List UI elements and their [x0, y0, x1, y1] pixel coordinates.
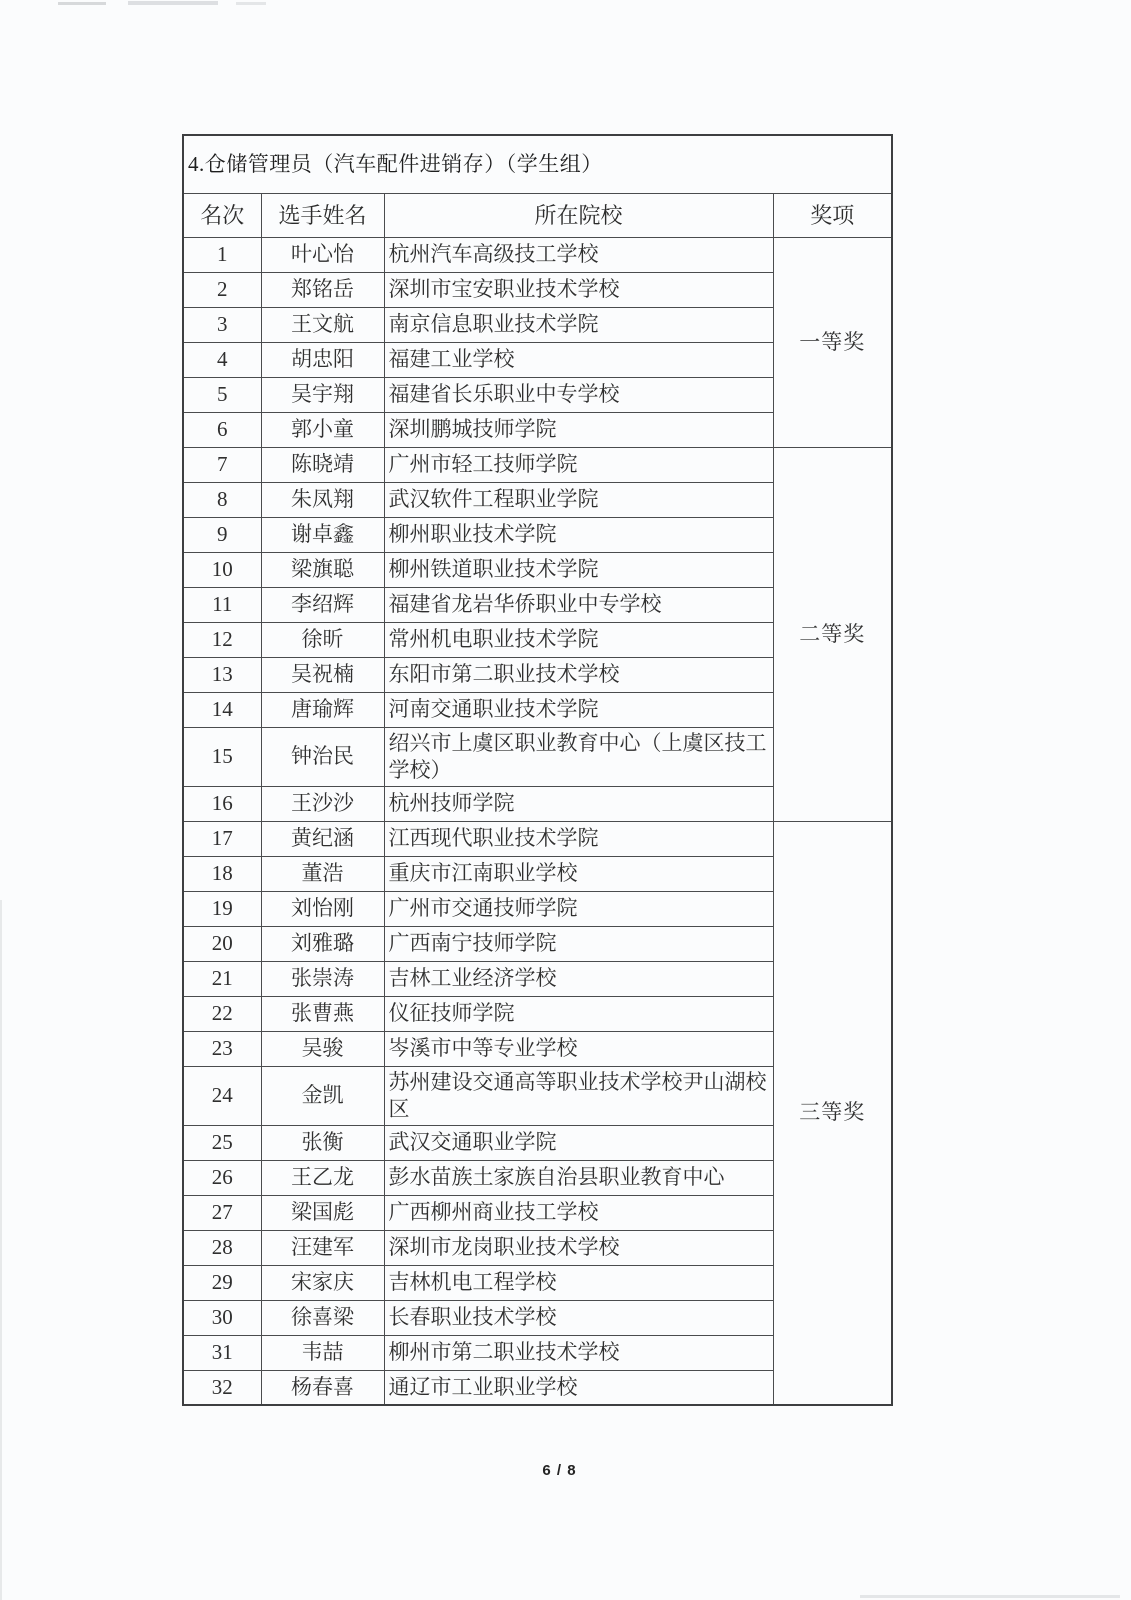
table-row — [183, 447, 892, 482]
school-cell: 河南交通职业技术学院 — [384, 692, 773, 727]
rank-cell: 30 — [183, 1300, 261, 1335]
rank-cell: 24 — [183, 1066, 261, 1125]
name-cell: 吴宇翔 — [261, 377, 384, 412]
name-cell: 张衡 — [261, 1125, 384, 1160]
name-cell: 王沙沙 — [261, 786, 384, 821]
rank-cell: 7 — [183, 447, 261, 482]
school-cell: 武汉交通职业学院 — [384, 1125, 773, 1160]
name-cell: 叶心怡 — [261, 237, 384, 272]
school-cell: 仪征技师学院 — [384, 996, 773, 1031]
school-cell: 通辽市工业职业学校 — [384, 1370, 773, 1405]
rank-cell: 21 — [183, 961, 261, 996]
school-cell: 广西柳州商业技工学校 — [384, 1195, 773, 1230]
rank-cell: 5 — [183, 377, 261, 412]
rank-cell: 16 — [183, 786, 261, 821]
school-cell: 广州市轻工技师学院 — [384, 447, 773, 482]
school-cell: 杭州汽车高级技工学校 — [384, 237, 773, 272]
name-cell: 陈晓靖 — [261, 447, 384, 482]
school-cell: 南京信息职业技术学院 — [384, 307, 773, 342]
name-cell: 董浩 — [261, 856, 384, 891]
name-cell: 朱凤翔 — [261, 482, 384, 517]
name-cell: 宋家庆 — [261, 1265, 384, 1300]
rank-cell: 20 — [183, 926, 261, 961]
rank-cell: 11 — [183, 587, 261, 622]
results-table — [182, 134, 893, 1406]
scan-artifact — [0, 900, 2, 1600]
rank-cell: 8 — [183, 482, 261, 517]
school-cell: 彭水苗族土家族自治县职业教育中心 — [384, 1160, 773, 1195]
scan-artifact — [58, 2, 106, 5]
scan-artifact — [128, 1, 218, 5]
name-cell: 王文航 — [261, 307, 384, 342]
name-cell: 郭小童 — [261, 412, 384, 447]
school-cell: 东阳市第二职业技术学校 — [384, 657, 773, 692]
name-cell: 钟治民 — [261, 727, 384, 786]
school-cell: 广州市交通技师学院 — [384, 891, 773, 926]
school-cell: 福建工业学校 — [384, 342, 773, 377]
name-cell: 杨春喜 — [261, 1370, 384, 1405]
school-cell: 福建省龙岩华侨职业中专学校 — [384, 587, 773, 622]
school-cell: 岑溪市中等专业学校 — [384, 1031, 773, 1066]
rank-cell: 23 — [183, 1031, 261, 1066]
table-title-row — [183, 135, 892, 193]
school-cell: 深圳市龙岗职业技术学校 — [384, 1230, 773, 1265]
rank-cell: 28 — [183, 1230, 261, 1265]
rank-cell: 10 — [183, 552, 261, 587]
column-header-rank: 名次 — [183, 193, 261, 237]
rank-cell: 26 — [183, 1160, 261, 1195]
rank-cell: 2 — [183, 272, 261, 307]
school-cell: 江西现代职业技术学院 — [384, 821, 773, 856]
school-cell: 柳州市第二职业技术学校 — [384, 1335, 773, 1370]
name-cell: 梁国彪 — [261, 1195, 384, 1230]
award-cell: 二等奖 — [773, 447, 892, 821]
name-cell: 梁旗聪 — [261, 552, 384, 587]
rank-cell: 9 — [183, 517, 261, 552]
name-cell: 刘雅璐 — [261, 926, 384, 961]
name-cell: 郑铭岳 — [261, 272, 384, 307]
rank-cell: 27 — [183, 1195, 261, 1230]
rank-cell: 12 — [183, 622, 261, 657]
school-cell: 苏州建设交通高等职业技术学校尹山湖校区 — [384, 1066, 773, 1125]
name-cell: 韦喆 — [261, 1335, 384, 1370]
school-cell: 深圳鹏城技师学院 — [384, 412, 773, 447]
rank-cell: 29 — [183, 1265, 261, 1300]
rank-cell: 14 — [183, 692, 261, 727]
school-cell: 吉林机电工程学校 — [384, 1265, 773, 1300]
name-cell: 王乙龙 — [261, 1160, 384, 1195]
rank-cell: 4 — [183, 342, 261, 377]
award-cell: 三等奖 — [773, 821, 892, 1405]
rank-cell: 22 — [183, 996, 261, 1031]
school-cell: 广西南宁技师学院 — [384, 926, 773, 961]
name-cell: 唐瑜辉 — [261, 692, 384, 727]
name-cell: 黄纪涵 — [261, 821, 384, 856]
table-row — [183, 821, 892, 856]
rank-cell: 15 — [183, 727, 261, 786]
school-cell: 绍兴市上虞区职业教育中心（上虞区技工学校） — [384, 727, 773, 786]
scan-artifact — [236, 2, 266, 5]
rank-cell: 25 — [183, 1125, 261, 1160]
school-cell: 重庆市江南职业学校 — [384, 856, 773, 891]
rank-cell: 3 — [183, 307, 261, 342]
name-cell: 刘怡刚 — [261, 891, 384, 926]
name-cell: 吴骏 — [261, 1031, 384, 1066]
name-cell: 胡忠阳 — [261, 342, 384, 377]
rank-cell: 32 — [183, 1370, 261, 1405]
column-header-school: 所在院校 — [384, 193, 773, 237]
scan-artifact — [860, 1595, 1120, 1598]
rank-cell: 13 — [183, 657, 261, 692]
award-cell: 一等奖 — [773, 237, 892, 447]
name-cell: 金凯 — [261, 1066, 384, 1125]
table-title: 4.仓储管理员（汽车配件进销存）（学生组） — [183, 135, 892, 193]
rank-cell: 31 — [183, 1335, 261, 1370]
school-cell: 常州机电职业技术学院 — [384, 622, 773, 657]
rank-cell: 19 — [183, 891, 261, 926]
school-cell: 柳州铁道职业技术学院 — [384, 552, 773, 587]
school-cell: 深圳市宝安职业技术学校 — [384, 272, 773, 307]
name-cell: 吴祝楠 — [261, 657, 384, 692]
rank-cell: 6 — [183, 412, 261, 447]
name-cell: 张曹燕 — [261, 996, 384, 1031]
rank-cell: 1 — [183, 237, 261, 272]
column-header-name: 选手姓名 — [261, 193, 384, 237]
page-number: 6 / 8 — [542, 1462, 577, 1479]
column-header-award: 奖项 — [773, 193, 892, 237]
rank-cell: 17 — [183, 821, 261, 856]
name-cell: 谢卓鑫 — [261, 517, 384, 552]
name-cell: 徐昕 — [261, 622, 384, 657]
school-cell: 福建省长乐职业中专学校 — [384, 377, 773, 412]
school-cell: 杭州技师学院 — [384, 786, 773, 821]
table-header-row — [183, 193, 892, 237]
name-cell: 李绍辉 — [261, 587, 384, 622]
name-cell: 张崇涛 — [261, 961, 384, 996]
school-cell: 吉林工业经济学校 — [384, 961, 773, 996]
school-cell: 长春职业技术学校 — [384, 1300, 773, 1335]
name-cell: 汪建军 — [261, 1230, 384, 1265]
name-cell: 徐喜梁 — [261, 1300, 384, 1335]
school-cell: 柳州职业技术学院 — [384, 517, 773, 552]
school-cell: 武汉软件工程职业学院 — [384, 482, 773, 517]
table-row — [183, 237, 892, 272]
rank-cell: 18 — [183, 856, 261, 891]
